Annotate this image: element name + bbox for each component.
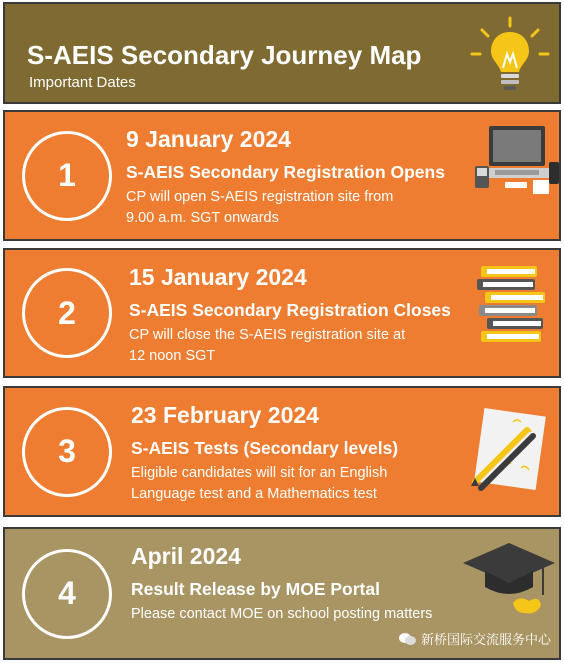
- step-description-line: CP will close the S-AEIS registration site at: [129, 327, 406, 343]
- books-icon: [477, 264, 549, 346]
- step-title: S-AEIS Tests (Secondary levels): [131, 438, 399, 458]
- step-date: 15 January 2024: [129, 264, 307, 290]
- step-card-1: [3, 110, 561, 241]
- step-title: S-AEIS Secondary Registration Closes: [129, 300, 451, 320]
- wechat-icon: [399, 632, 417, 646]
- step-description-line: 9.00 a.m. SGT onwards: [126, 210, 279, 226]
- page-subtitle: Important Dates: [29, 74, 136, 91]
- step-card-2: [3, 248, 561, 378]
- step-description-line: Eligible candidates will sit for an English: [131, 465, 388, 481]
- watermark-text: 新桥国际交流服务中心: [420, 633, 551, 648]
- step-number-circle: 4: [22, 549, 112, 639]
- step-description-line: 12 noon SGT: [129, 348, 216, 364]
- page-title: S-AEIS Secondary Journey Map: [27, 40, 422, 70]
- step-description: [131, 604, 432, 625]
- step-description: [129, 325, 405, 367]
- step-description-line: CP will open S-AEIS registration site from: [126, 189, 394, 205]
- step-description-line: Language test and a Mathematics test: [131, 486, 377, 502]
- step-description-line: Please contact MOE on school posting matters: [131, 606, 433, 622]
- step-date: 9 January 2024: [126, 126, 291, 152]
- graduation-cap-icon: [461, 539, 557, 625]
- watermark: [399, 629, 551, 648]
- paper-pencil-icon: [467, 408, 549, 494]
- step-title: Result Release by MOE Portal: [131, 579, 380, 599]
- step-title: S-AEIS Secondary Registration Opens: [126, 162, 445, 182]
- lightbulb-icon: [467, 14, 553, 100]
- step-card-3: [3, 386, 561, 517]
- laptop-icon: [475, 122, 559, 202]
- step-number-circle: 1: [22, 131, 112, 221]
- step-description: [126, 187, 393, 229]
- step-number-circle: 2: [22, 268, 112, 358]
- step-date: April 2024: [131, 543, 241, 569]
- step-number-circle: 3: [22, 407, 112, 497]
- step-date: 23 February 2024: [131, 402, 319, 428]
- step-card-4: [3, 527, 561, 660]
- header-banner: [3, 2, 561, 104]
- step-description: [131, 463, 387, 505]
